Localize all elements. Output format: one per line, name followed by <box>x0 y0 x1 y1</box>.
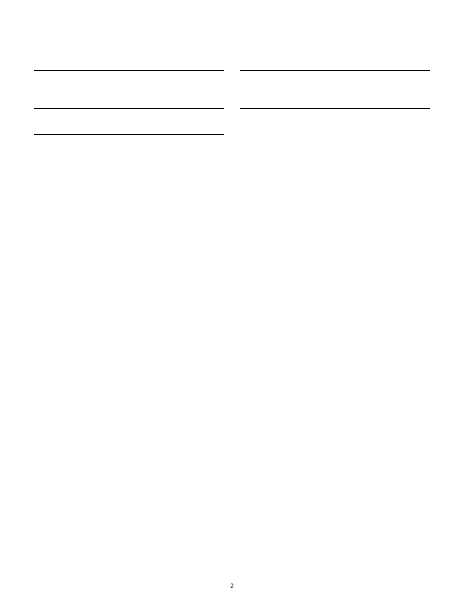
paragraph <box>240 123 430 130</box>
paragraph <box>34 96 224 103</box>
page-number: 2 <box>230 583 234 590</box>
paragraph <box>240 96 430 103</box>
section-heading <box>34 134 224 144</box>
section-heading <box>34 108 224 118</box>
paragraph <box>34 58 224 65</box>
column-left <box>34 58 224 574</box>
paragraph <box>34 85 224 92</box>
text-columns <box>34 58 430 574</box>
paragraph <box>240 58 430 65</box>
column-right <box>240 58 430 574</box>
paragraph <box>240 85 430 92</box>
section-heading <box>240 108 430 118</box>
paragraph <box>34 123 224 130</box>
paragraph <box>34 149 224 156</box>
paragraph <box>240 134 430 141</box>
section-heading <box>34 70 224 80</box>
section-heading <box>240 70 430 80</box>
